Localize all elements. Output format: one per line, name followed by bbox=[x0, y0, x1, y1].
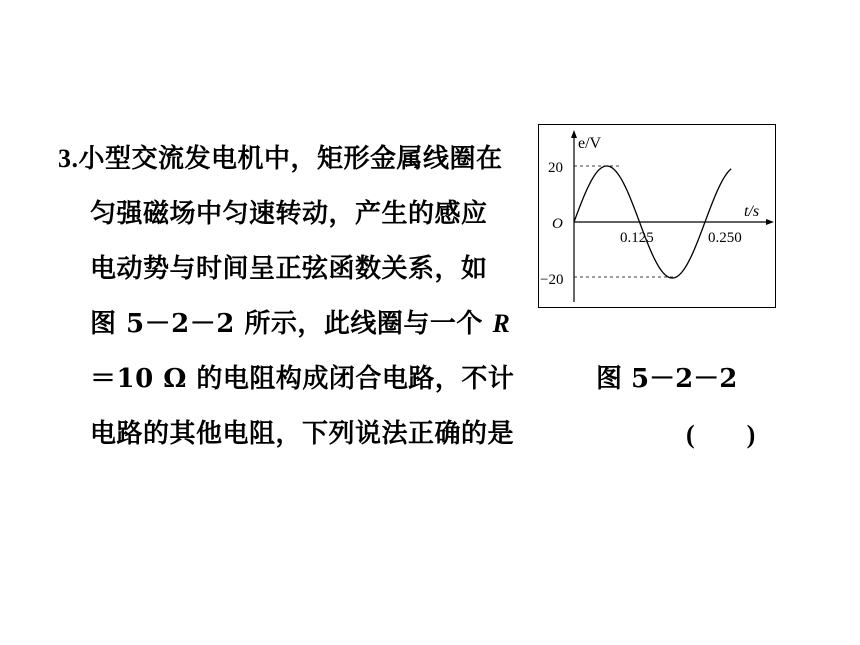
question-line-4 bbox=[90, 303, 510, 340]
x-tick-0250: 0.250 bbox=[708, 230, 742, 246]
question-text-2: 匀强磁场中匀速转动，产生的感应 bbox=[90, 199, 488, 229]
y-tick-neg20: −20 bbox=[540, 272, 564, 288]
answer-parentheses: ( ) bbox=[686, 420, 756, 449]
question-text-4: 图 5－2－2 所示，此线圈与一个 bbox=[90, 309, 493, 339]
x-tick-0125: 0.125 bbox=[620, 230, 654, 246]
origin-label: O bbox=[552, 216, 563, 232]
resistor-symbol: R bbox=[492, 309, 511, 338]
y-tick-20: 20 bbox=[548, 160, 563, 176]
figure-caption: 图 5－2－2 bbox=[596, 364, 738, 394]
question-line-3 bbox=[90, 248, 488, 285]
question-line-1 bbox=[58, 138, 503, 175]
question-line-2 bbox=[90, 193, 488, 230]
x-axis-arrow bbox=[766, 219, 774, 225]
y-axis-arrow bbox=[571, 130, 577, 138]
question-text-6: 电路的其他电阻，下列说法正确的是 bbox=[90, 419, 515, 449]
x-axis-label: t/s bbox=[744, 203, 760, 220]
y-axis-label: e/V bbox=[578, 135, 602, 152]
question-text-3: 电动势与时间呈正弦函数关系，如 bbox=[90, 254, 488, 284]
question-text-5: ＝10 Ω 的电阻构成闭合电路，不计 bbox=[90, 364, 515, 394]
question-number: 3. bbox=[58, 144, 79, 173]
emf-time-graph bbox=[538, 124, 776, 308]
question-text-1: 小型交流发电机中，矩形金属线圈在 bbox=[78, 144, 503, 174]
question-line-6 bbox=[90, 413, 514, 450]
question-line-5 bbox=[90, 358, 514, 395]
